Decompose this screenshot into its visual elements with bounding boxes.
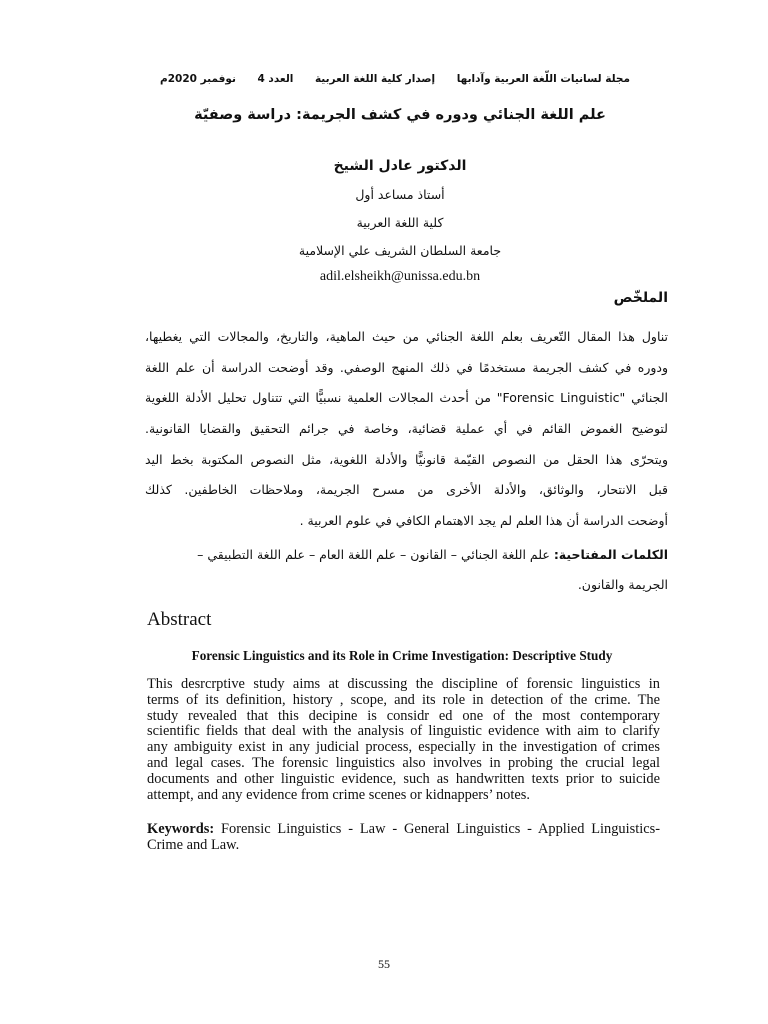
arabic-title: علم اللغة الجنائي ودوره في كشف الجريمة: دراسة وصفيّة [194,107,606,123]
arabic-abstract-line: ويتحرّى هذا الحقل من النصوص القيّمة قانونيًّا والأدلة اللغوية، مثل النصوص المكتوبة بخط اليد [145,451,668,467]
english-keywords-line: Crime and Law. [147,837,240,853]
author-email: adil.elsheikh@unissa.edu.bn [319,269,481,284]
header-issue: العدد 4 [257,73,294,85]
author-university: جامعة السلطان الشريف علي الإسلامية [298,243,502,258]
arabic-keywords-line: الجريمة والقانون. [577,577,668,592]
arabic-abstract-line: قبل الانتحار، والوثائق، والأدلة الأخرى من مسرح الجريمة، وملاحظات الخاطفين. كذلك [145,482,668,498]
author-block [150,152,650,288]
author-position: أستاذ مساعد أول [355,187,445,202]
arabic-abstract-line: ودوره في كشف الجريمة مستخدمًا في ذلك المنهج الوصفي. وقد أوضحت الدراسة أن علم اللغة [145,359,668,375]
english-keywords-text: Forensic Linguistics - Law - General Linguistics - Applied Linguistics- [221,822,660,837]
english-abstract-line: attempt, and any evidence from crime scenes or kidnappers’ notes. [147,787,530,803]
header-publisher: إصدار كلية اللغة العربية [314,73,436,85]
arabic-abstract-line: لتوضيح الغموض القائم في أي عملية قضائية، وخاصة في جرائم التحقيق والقضايا القانونية. [145,421,668,437]
english-abstract-line: study revealed that this decipine is considr ed one of the most contemporary [147,708,660,724]
english-abstract-line: This desrcrptive study aims at discussing the discipline of forensic linguistics in [147,677,660,692]
arabic-keywords [145,540,668,600]
author-faculty: كلية اللغة العربية [356,215,444,230]
english-keywords [147,822,660,854]
arabic-keywords-line [145,540,668,570]
author-name: الدكتور عادل الشيخ [333,158,467,174]
english-abstract-line: and legal cases. The forensic linguistics also involves in probing the crucial legal [147,755,660,771]
arabic-abstract-line: أوضحت الدراسة أن هذا العلم لم يجد الاهتمام الكافي في علوم العربية . [299,513,668,529]
arabic-abstract-heading: الملخّص [613,290,668,306]
header-date: نوفمبر 2020م [160,73,236,85]
running-header [160,70,630,88]
page-number: 55 [378,957,390,971]
arabic-keywords-text: علم اللغة الجنائي – القانون – علم اللغة العام – علم اللغة التطبيقي – [197,547,550,562]
abstract-heading: Abstract [147,609,212,630]
arabic-abstract-line: تناول هذا المقال التّعريف بعلم اللغة الجنائي من حيث الماهية، والتاريخ، والمجالات التي يغطيها، [145,329,668,344]
english-keywords-label: Keywords: [147,822,215,837]
arabic-abstract-paragraph [145,322,668,537]
arabic-keywords-label: الكلمات المفتاحية: [553,547,668,562]
header-journal: مجلة لسانيات اللّغة العربية وآدابها [456,73,630,85]
english-abstract-paragraph [147,677,660,803]
english-abstract-line: any ambiguity exist in any judicial process, especially in the investigation of crimes [147,740,660,756]
english-keywords-line [147,822,660,838]
english-abstract-line: documents and other linguistic evidence, such as handwritten texts prior to suicide [147,771,660,787]
arabic-abstract-line: الجنائي "Forensic Linguistic" من أحدث المجالات العلمية نسبيًّا التي تتناول تحليل الأدلة اللغوية [145,390,668,406]
english-title: Forensic Linguistics and its Role in Crime Investigation: Descriptive Study [191,648,613,663]
english-abstract-line: scientific fields that deal with the analysis of linguistic evidence with aim to clarify [147,724,660,740]
english-abstract-line: terms of its definition, history , scope, and its role in detection of the crime. The [147,692,660,708]
